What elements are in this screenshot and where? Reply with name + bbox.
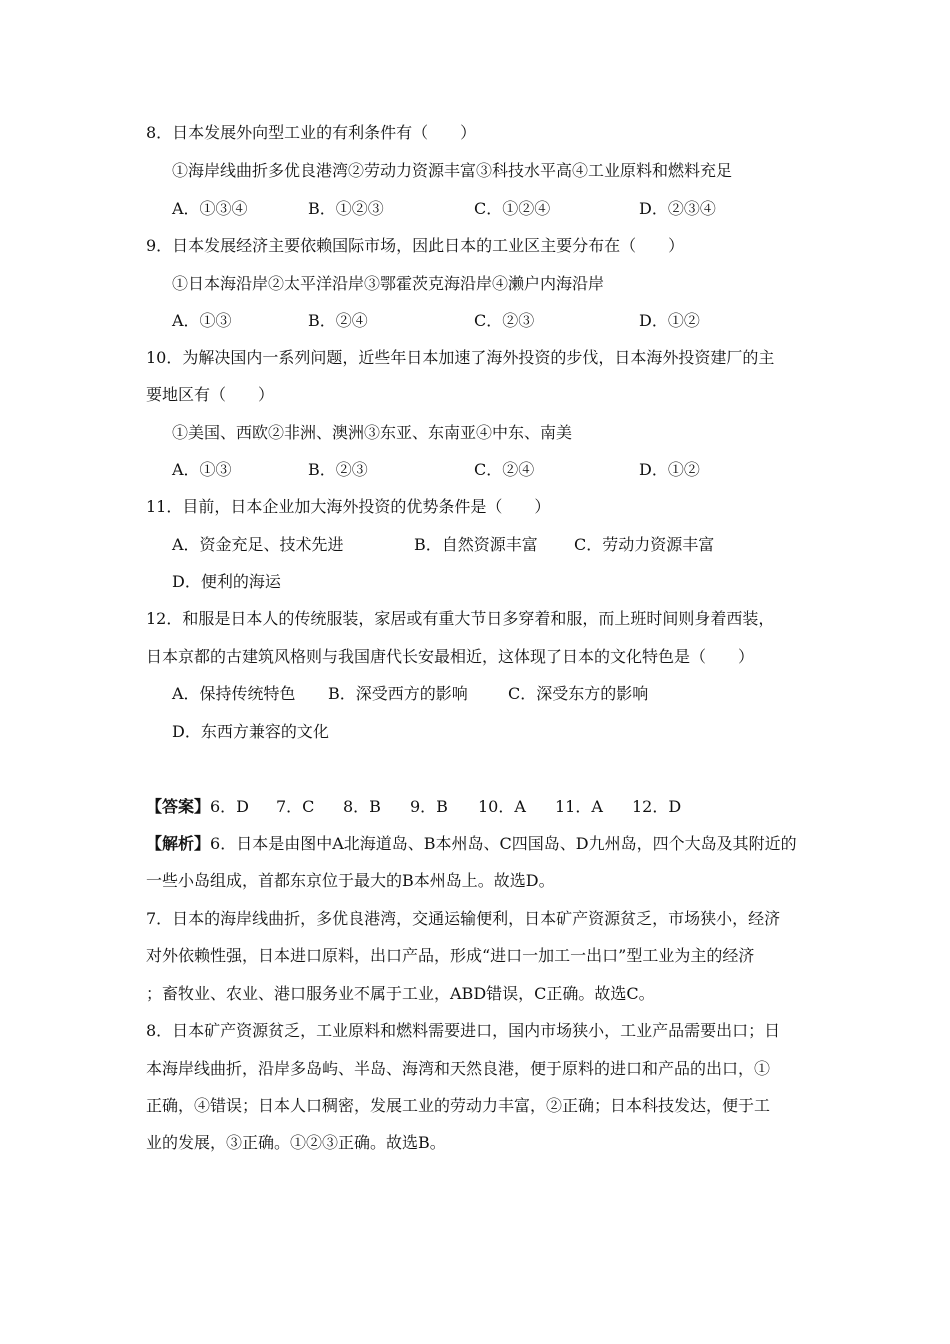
option-d: D．②③④	[639, 199, 716, 218]
option-b: B．深受西方的影响	[328, 684, 468, 703]
analysis-6-line-2: 一些小岛组成，首都东京位于最大的B本州岛上。故选D。	[146, 871, 555, 890]
question-8-stem: 8．日本发展外向型工业的有利条件有（ ）	[146, 123, 477, 142]
question-12-stem-line-2: 日本京都的古建筑风格则与我国唐代长安最相近，这体现了日本的文化特色是（ ）	[146, 647, 755, 666]
question-10-statements: ①美国、西欧②非洲、澳洲③东亚、东南亚④中东、南美	[172, 423, 573, 442]
question-11-options	[172, 533, 772, 557]
answer-item: 7．C	[276, 797, 315, 816]
question-9-options	[172, 309, 772, 333]
question-11-stem: 11．目前，日本企业加大海外投资的优势条件是（ ）	[146, 497, 551, 516]
option-a: A．①③④	[172, 199, 248, 218]
answer-item: 12．D	[632, 797, 682, 816]
answer-item: 11．A	[555, 797, 603, 816]
option-a: A．①③	[172, 460, 232, 479]
question-10-stem-line-1: 10．为解决国内一系列问题，近些年日本加速了海外投资的步伐，日本海外投资建厂的主	[146, 348, 775, 367]
option-c: C．②③	[474, 311, 535, 330]
question-12-options	[172, 682, 772, 706]
question-11-option-d: D．便利的海运	[172, 572, 281, 591]
option-b: B．①②③	[308, 199, 384, 218]
option-d: D．①②	[639, 311, 700, 330]
answer-item: 9．B	[410, 797, 448, 816]
analysis-8-line-3: 正确，④错误；日本人口稠密，发展工业的劳动力丰富，②正确；日本科技发达，便于工	[146, 1096, 771, 1115]
option-c: C．深受东方的影响	[508, 684, 649, 703]
analysis-6-text: 6．日本是由图中A北海道岛、B本州岛、C四国岛、D九州岛，四个大岛及其附近的	[210, 834, 797, 853]
question-8-statements: ①海岸线曲折多优良港湾②劳动力资源丰富③科技水平高④工业原料和燃料充足	[172, 161, 733, 180]
option-c: C．②④	[474, 460, 535, 479]
analysis-7-line-3: ；畜牧业、农业、港口服务业不属于工业，ABD错误，C正确。故选C。	[146, 984, 655, 1003]
analysis-8-line-4: 业的发展，③正确。①②③正确。故选B。	[146, 1133, 446, 1152]
question-10-stem-line-2: 要地区有（ ）	[146, 385, 275, 404]
question-9-stem: 9．日本发展经济主要依赖国际市场，因此日本的工业区主要分布在（ ）	[146, 236, 685, 255]
option-c: C．①②④	[474, 199, 551, 218]
option-a: A．资金充足、技术先进	[172, 535, 344, 554]
option-b: B．②③	[308, 460, 368, 479]
answer-item: 8．B	[343, 797, 381, 816]
analysis-7-line-2: 对外依赖性强，日本进口原料，出口产品，形成“进口一加工一出口”型工业为主的经济	[146, 946, 755, 965]
answer-label: 【答案】	[146, 797, 211, 816]
question-8-options	[172, 197, 772, 221]
answer-item: 10．A	[478, 797, 526, 816]
analysis-8-line-1: 8．日本矿产资源贫乏，工业原料和燃料需要进口，国内市场狭小，工业产品需要出口；日	[146, 1021, 781, 1040]
answer-item: 6．D	[210, 797, 250, 816]
analysis-8-line-2: 本海岸线曲折，沿岸多岛屿、半岛、海湾和天然良港，便于原料的进口和产品的出口，①	[146, 1059, 771, 1078]
option-a: A．保持传统特色	[172, 684, 296, 703]
option-a: A．①③	[172, 311, 232, 330]
question-12-stem-line-1: 12．和服是日本人的传统服装，家居或有重大节日多穿着和服，而上班时间则身着西装，	[146, 609, 775, 628]
analysis-7-line-1: 7．日本的海岸线曲折，多优良港湾，交通运输便利，日本矿产资源贫乏，市场狭小，经济	[146, 909, 781, 928]
question-10-options	[172, 458, 772, 482]
question-9-statements: ①日本海沿岸②太平洋沿岸③鄂霍茨克海沿岸④濑户内海沿岸	[172, 274, 605, 293]
analysis-6-line-1	[146, 832, 797, 856]
question-12-option-d: D．东西方兼容的文化	[172, 722, 329, 741]
analysis-label: 【解析】	[146, 834, 211, 853]
option-b: B．自然资源丰富	[414, 535, 538, 554]
answer-key	[146, 795, 806, 819]
option-d: D．①②	[639, 460, 700, 479]
option-c: C．劳动力资源丰富	[574, 535, 715, 554]
option-b: B．②④	[308, 311, 368, 330]
